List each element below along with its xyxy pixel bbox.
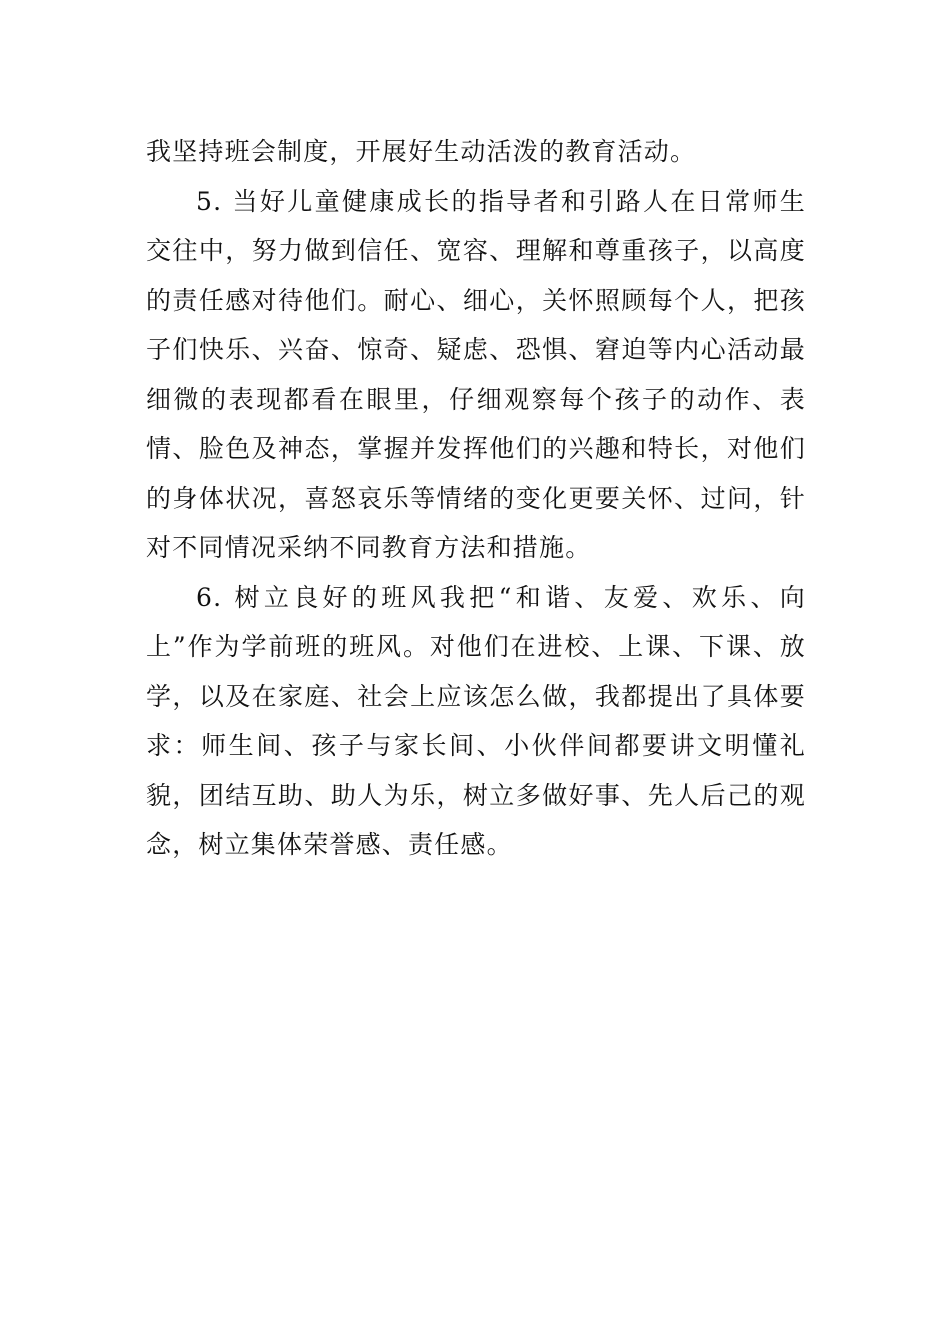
- paragraph-item-5: 5. 当好儿童健康成长的指导者和引路人在日常师生交往中，努力做到信任、宽容、理解和尊重孩子，以高度的责任感对待他们。耐心、细心，关怀照顾每个人，把孩子们快乐、兴奋、惊奇、疑虑、恐惧、窘迫等内心活动最细微的表现都看在眼里，仔细观察每个孩子的动作、表情、脸色及神态，掌握并发挥他们的兴趣和特长，对他们的身体状况，喜怒哀乐等情绪的变化更要关怀、过问，针对不同情况采纳不同教育方法和措施。: [146, 186, 806, 562]
- document-body: [146, 127, 806, 870]
- paragraph-continued: 我坚持班会制度，开展好生动活泼的教育活动。: [146, 137, 697, 166]
- paragraph-item-6: 6. 树立良好的班风我把“和谐、友爱、欢乐、向上”作为学前班的班风。对他们在进校、上课、下课、放学，以及在家庭、社会上应该怎么做，我都提出了具体要求：师生间、孩子与家长间、小伙伴间都要讲文明懂礼貌，团结互助、助人为乐，树立多做好事、先人后己的观念，树立集体荣誉感、责任感。: [146, 582, 806, 859]
